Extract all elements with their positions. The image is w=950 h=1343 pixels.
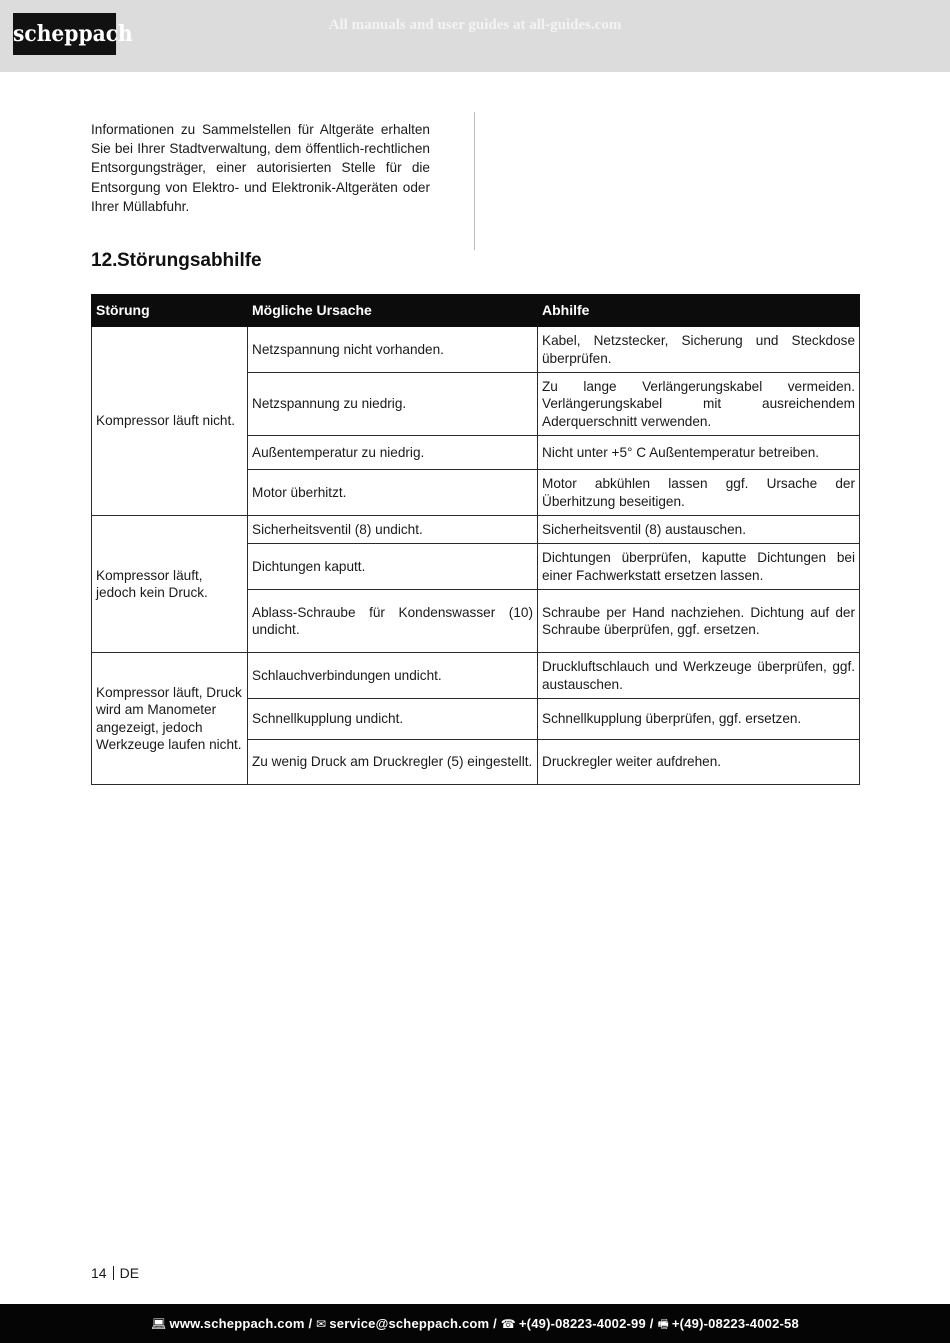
remedy-cell: Sicherheitsventil (8) austauschen. xyxy=(538,516,860,544)
page-number xyxy=(91,1265,139,1281)
cause-cell: Schnellkupplung undicht. xyxy=(248,699,538,740)
table-header-row xyxy=(92,295,860,327)
table-row xyxy=(92,327,860,373)
remedy-cell: Druckregler weiter aufdrehen. xyxy=(538,740,860,785)
table-row xyxy=(92,516,860,544)
computer-icon: 💻︎ xyxy=(151,1317,167,1331)
table-row xyxy=(92,653,860,699)
footer-separator: / xyxy=(489,1316,501,1331)
footer-fax: +(49)-08223-4002-58 xyxy=(671,1316,799,1331)
footer-bar xyxy=(0,1304,950,1343)
cause-cell: Netzspannung nicht vorhanden. xyxy=(248,327,538,373)
column-header-cause: Mögliche Ursache xyxy=(248,295,538,327)
troubleshooting-table xyxy=(91,294,860,785)
page-number-value: 14 xyxy=(91,1265,107,1281)
remedy-cell: Schnellkupplung überprüfen, ggf. ersetzen. xyxy=(538,699,860,740)
remedy-cell: Druckluftschlauch und Werkzeuge überprüfen, ggf. austauschen. xyxy=(538,653,860,699)
cause-cell: Außentemperatur zu niedrig. xyxy=(248,436,538,470)
phone-icon: ☎︎ xyxy=(500,1317,516,1331)
top-bar xyxy=(0,0,950,72)
section-title xyxy=(91,250,262,272)
remedy-cell: Dichtungen überprüfen, kaputte Dichtungen bei einer Fachwerkstatt ersetzen lassen. xyxy=(538,544,860,590)
page-language: DE xyxy=(119,1265,140,1281)
footer-separator: / xyxy=(645,1316,658,1331)
cause-cell: Ablass-Schraube für Kondenswasser (10) undicht. xyxy=(248,590,538,653)
remedy-cell: Motor abkühlen lassen ggf. Ursache der Überhitzung beseitigen. xyxy=(538,470,860,516)
fault-cell: Kompressor läuft nicht. xyxy=(92,327,248,516)
page-number-separator xyxy=(113,1266,114,1280)
footer-email-link[interactable]: service@scheppach.com xyxy=(329,1316,490,1331)
remedy-cell: Schraube per Hand nachziehen. Dichtung auf der Schraube überprüfen, ggf. ersetzen. xyxy=(538,590,860,653)
column-divider xyxy=(474,112,475,250)
remedy-cell: Kabel, Netzstecker, Sicherung und Steckdose überprüfen. xyxy=(538,327,860,373)
column-header-remedy: Abhilfe xyxy=(538,295,860,327)
cause-cell: Zu wenig Druck am Druckregler (5) eingestellt. xyxy=(248,740,538,785)
brand-logo: scheppach xyxy=(13,13,116,55)
footer-separator: / xyxy=(304,1316,317,1331)
section-heading: Störungsabhilfe xyxy=(117,250,262,271)
footer-phone: +(49)-08223-4002-99 xyxy=(518,1316,646,1331)
fault-cell: Kompressor läuft, Druck wird am Manometer angezeigt, jedoch Werkzeuge laufen nicht. xyxy=(92,653,248,785)
fax-icon: 🖷︎ xyxy=(657,1317,669,1331)
column-header-fault: Störung xyxy=(92,295,248,327)
cause-cell: Dichtungen kaputt. xyxy=(248,544,538,590)
cause-cell: Motor überhitzt. xyxy=(248,470,538,516)
remedy-cell: Nicht unter +5° C Außentemperatur betreiben. xyxy=(538,436,860,470)
remedy-cell: Zu lange Verlängerungskabel vermeiden. Verlängerungskabel mit ausreichendem Aderquerschnitt verwenden. xyxy=(538,373,860,436)
fault-cell: Kompressor läuft, jedoch kein Druck. xyxy=(92,516,248,653)
cause-cell: Schlauchverbindungen undicht. xyxy=(248,653,538,699)
email-icon: ✉︎ xyxy=(316,1317,327,1331)
cause-cell: Netzspannung zu niedrig. xyxy=(248,373,538,436)
cause-cell: Sicherheitsventil (8) undicht. xyxy=(248,516,538,544)
footer-website-link[interactable]: www.scheppach.com xyxy=(169,1316,305,1331)
section-number: 12. xyxy=(91,250,118,271)
watermark-text: All manuals and user guides at all-guides.com xyxy=(328,17,622,33)
intro-paragraph: Informationen zu Sammelstellen für Altgeräte erhalten Sie bei Ihrer Stadtverwaltung, dem öffentlich-rechtlichen Entsorgungsträger, einer autorisierten Stelle für die Entsorgung von Elektro- und Elektronik-Altgeräten oder Ihrer Müllabfuhr. xyxy=(91,122,430,214)
